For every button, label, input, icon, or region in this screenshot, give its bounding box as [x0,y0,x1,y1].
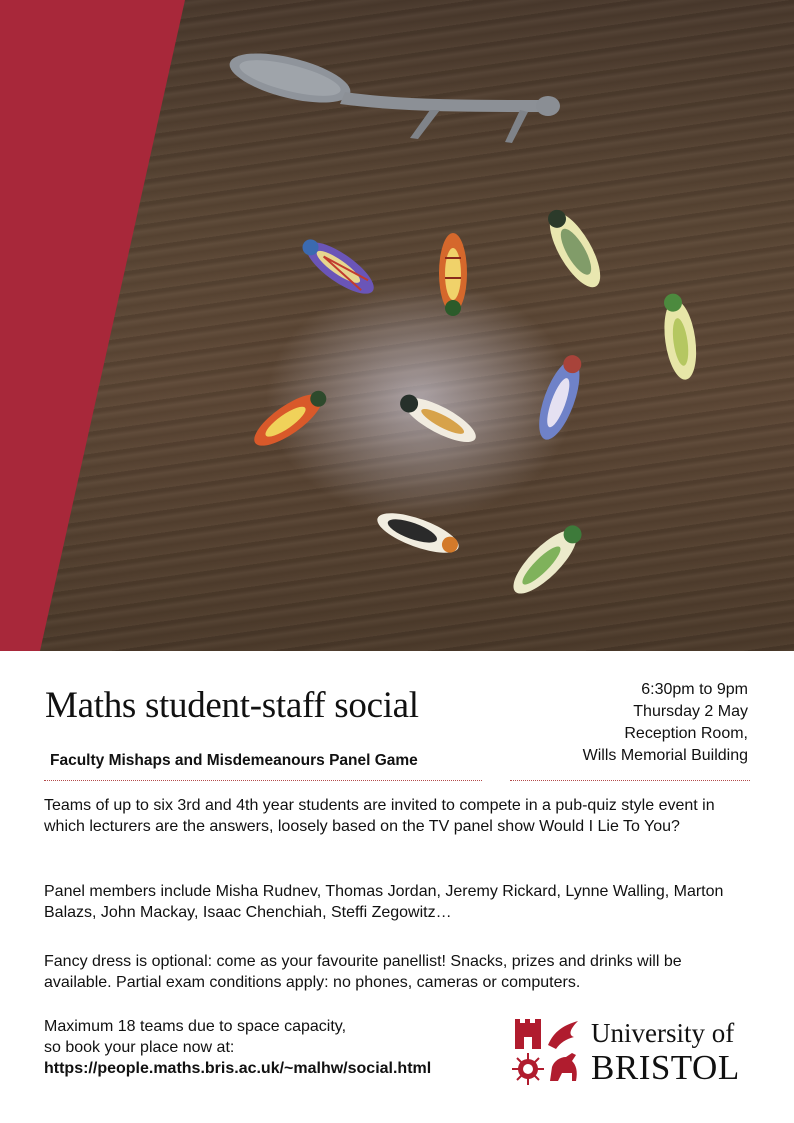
beetle-figurine-6 [243,380,333,460]
divider-left [44,780,482,781]
beetle-figurine-7 [393,385,488,455]
booking-prompt: so book your place now at: [44,1039,235,1056]
beetle-figurine-3 [535,200,615,300]
event-subtitle: Faculty Mishaps and Misdemeanours Panel Game [50,752,418,769]
logo-text-bristol: BRISTOL [591,1048,740,1087]
fancy-dress-paragraph: Fancy dress is optional: come as your favourite panellist! Snacks, prizes and drinks will be available. Partial exam conditions apply: no phones, cameras or computers. [44,953,682,991]
description-paragraph: Teams of up to six 3rd and 4th year students are invited to compete in a pub-quiz style event in which lecturers are the answers, loosely based on the TV panel show Would I Lie To You? [44,797,715,835]
logo-text-university-of: University of [591,1018,735,1048]
beetle-figurine-1 [290,228,390,308]
beetle-figurine-8 [368,498,468,568]
beetle-figurine-2 [423,228,483,318]
event-title: Maths student-staff social [45,685,419,726]
beetle-figurine-5 [530,348,590,448]
divider-right [510,780,750,781]
event-building: Wills Memorial Building [582,747,748,764]
booking-info [44,1016,431,1079]
event-time: 6:30pm to 9pm [641,681,748,698]
beetle-figurine-9 [500,515,590,610]
crest-icon [512,1015,582,1087]
booking-capacity: Maximum 18 teams due to space capacity, [44,1018,347,1035]
university-logo [512,1015,752,1089]
event-details [583,679,748,767]
event-date: Thursday 2 May [633,703,748,720]
beetle-figurine-4 [650,290,710,386]
booking-url-link[interactable]: https://people.maths.bris.ac.uk/~malhw/social.html [44,1060,432,1077]
event-room: Reception Room, [624,725,748,742]
panel-members-paragraph: Panel members include Misha Rudnev, Thomas Jordan, Jeremy Rickard, Lynne Walling, Marton Balazs, John Mackay, Isaac Chenchiah, Steffi Zegowitz… [44,883,724,921]
